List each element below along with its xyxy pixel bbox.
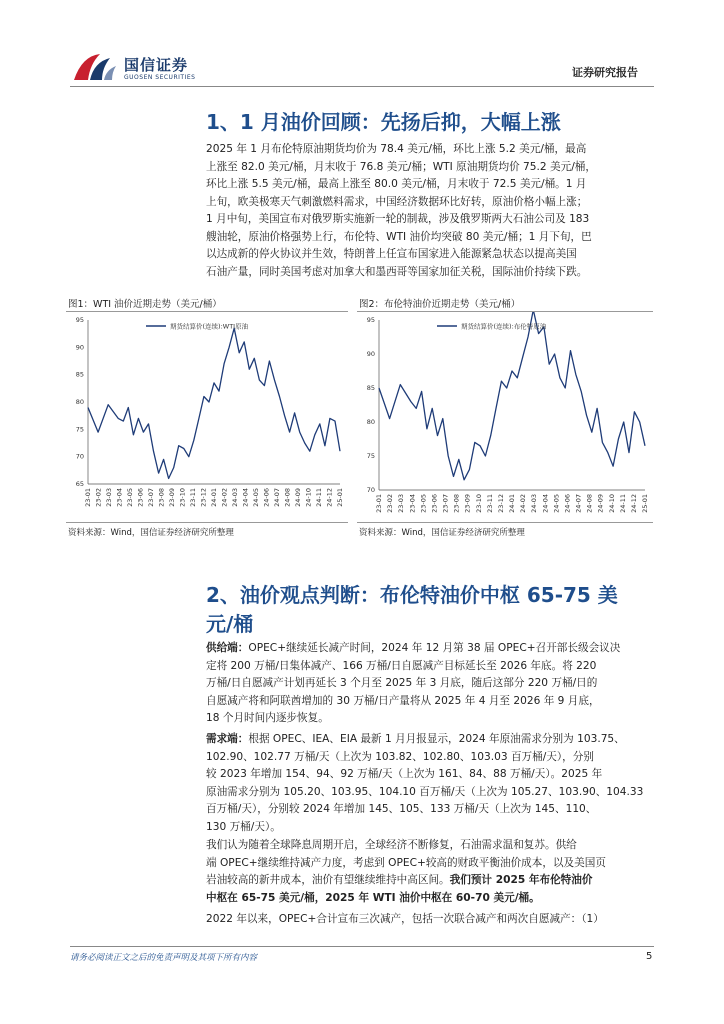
body-line [206, 731, 656, 749]
x-tick-label: 23-06 [136, 488, 145, 507]
x-tick-label: 24-02 [220, 488, 229, 507]
legend-label: 期货结算价(连续):WTI原油 [170, 322, 249, 331]
x-tick-label: 23-04 [115, 488, 124, 507]
x-tick-label: 23-09 [168, 488, 176, 507]
wti-price-chart [66, 312, 348, 522]
x-tick-label: 24-04 [541, 494, 550, 513]
x-tick-label: 23-07 [147, 488, 155, 507]
para-text: 岩油较高的新井成本，油价有望继续维持中高区间。 [206, 874, 450, 886]
y-tick-label: 90 [75, 343, 84, 352]
header-rule [70, 86, 654, 87]
x-tick-label: 23-03 [105, 488, 113, 507]
body-line: 以达成新的停火协议并生效，特朗普上任宣布国家进入能源紧急状态以提高美国 [206, 248, 577, 260]
y-tick-label: 95 [366, 316, 375, 324]
para-label: 供给端： [206, 642, 249, 654]
x-tick-label: 24-09 [596, 494, 605, 513]
legend-label: 期货结算价(连续):布伦特原油 [461, 322, 547, 331]
body-line: 自愿减产将和阿联酋增加的 30 万桶/日产量将从 2025 年 4 月至 2026 年 9 月底， [206, 694, 600, 707]
body-line [206, 640, 656, 658]
y-tick-label: 85 [366, 384, 375, 392]
x-tick-label: 23-03 [397, 494, 406, 513]
key-conclusion: 中枢在 65-75 美元/桶，2025 年 WTI 油价中枢在 60-70 美元/桶。 [206, 891, 540, 904]
x-tick-label: 23-01 [375, 494, 383, 513]
body-line: 1 月中旬，美国宣布对俄罗斯实施新一轮的制裁，涉及俄罗斯两大石油公司及 183 [206, 213, 590, 225]
body-line: 较 2023 年增加 154、94、92 万桶/天（上次为 161、84、88 万桶/天）。2025 年 [206, 768, 603, 780]
x-tick-label: 23-02 [386, 494, 395, 513]
series-line [88, 328, 340, 478]
y-tick-label: 85 [75, 370, 84, 379]
y-tick-label: 70 [75, 452, 84, 461]
x-tick-label: 24-10 [607, 494, 616, 513]
x-tick-label: 24-07 [574, 494, 583, 513]
body-line: 环比上涨 5.5 美元/桶，最高上涨至 80.0 美元/桶，月末收于 72.5 美元/桶。1 月 [206, 178, 587, 190]
x-tick-label: 24-11 [315, 488, 323, 507]
body-line: 上旬，欧美极寒天气刺激燃料需求，中国经济数据环比好转，原油价格小幅上涨； [206, 195, 588, 208]
x-tick-label: 23-12 [199, 488, 208, 507]
body-line: 原油需求分别为 105.20、103.95、104.10 百万桶/天（上次为 105.27、103.90、104.33 [206, 785, 644, 798]
body-line: 石油产量，同时美国考虑对加拿大和墨西哥等国家加征关税，国际油价持续下跌。 [206, 265, 588, 278]
body-line: 102.90、102.77 万桶/天（上次为 103.82、102.80、103.03 百万桶/天），分别 [206, 750, 594, 763]
x-tick-label: 24-04 [241, 488, 250, 507]
body-line [206, 872, 656, 890]
y-tick-label: 75 [75, 425, 84, 434]
figure1-source: 资料来源：Wind，国信证券经济研究所整理 [68, 528, 234, 538]
x-tick-label: 24-08 [585, 494, 594, 513]
x-tick-label: 24-11 [618, 494, 627, 513]
y-tick-label: 80 [366, 418, 375, 426]
supply-paragraph [206, 640, 656, 728]
x-tick-label: 24-10 [304, 488, 313, 507]
x-tick-label: 23-12 [496, 494, 505, 513]
x-tick-label: 24-02 [519, 494, 528, 513]
page-number: 5 [646, 951, 653, 962]
view-paragraph [206, 837, 656, 907]
section1-body [206, 141, 656, 281]
y-tick-label: 90 [366, 350, 375, 358]
x-tick-label: 23-08 [452, 494, 461, 513]
x-tick-label: 25-01 [336, 488, 344, 507]
figure1-title: 图1：WTI 油价近期走势（美元/桶） [68, 299, 222, 310]
x-tick-label: 23-05 [419, 494, 428, 513]
x-tick-label: 24-06 [563, 494, 572, 513]
para-text: OPEC+继续延长减产时间，2024 年 12 月第 38 届 OPEC+召开部长级会议决 [248, 642, 621, 654]
body-line: 定将 200 万桶/日集体减产、166 万桶/日自愿减产目标延长至 2026 年底。将 220 [206, 659, 597, 672]
x-tick-label: 24-12 [325, 488, 334, 507]
body-line: 端 OPEC+继续维持减产力度，考虑到 OPEC+较高的财政平衡油价成本，以及美国页 [206, 856, 606, 869]
body-line: 万桶/日自愿减产计划再延长 3 个月至 2025 年 3 月底，随后这部分 220 万桶/日的 [206, 677, 598, 689]
body-line: 上涨至 82.0 美元/桶，月末收于 76.8 美元/桶；WTI 原油期货均价 75.2 美元/桶， [206, 160, 596, 173]
x-tick-label: 23-05 [126, 488, 134, 507]
y-tick-label: 75 [366, 452, 375, 460]
x-tick-label: 23-01 [84, 488, 92, 507]
para-label: 需求端： [206, 733, 249, 745]
key-conclusion: 我们预计 2025 年布伦特油价 [449, 874, 593, 886]
figure2-frame [357, 311, 653, 523]
x-tick-label: 24-05 [552, 494, 561, 513]
section2-title-line1: 2、油价观点判断：布伦特油价中枢 65-75 美 [206, 583, 618, 607]
x-tick-label: 23-04 [408, 494, 417, 513]
y-tick-label: 95 [75, 316, 84, 324]
x-tick-label: 23-09 [463, 494, 472, 513]
figure1-frame [66, 311, 348, 523]
y-tick-label: 80 [75, 398, 84, 406]
body-line: 2025 年 1 月布伦特原油期货均价为 78.4 美元/桶，环比上涨 5.2 美元/桶，最高 [206, 143, 587, 155]
report-type: 证券研究报告 [572, 66, 638, 79]
x-tick-label: 23-02 [94, 488, 103, 507]
last-line: 2022 年以来，OPEC+合计宣布三次减产，包括一次联合减产和两次自愿减产：（1） [206, 913, 604, 925]
logo-cn: 国信证券 [124, 56, 189, 74]
x-tick-label: 23-06 [430, 494, 439, 513]
x-tick-label: 24-12 [629, 494, 638, 513]
body-line: 我们认为随着全球降息周期开启，全球经济不断修复，石油需求温和复苏。供给 [206, 839, 577, 851]
x-tick-label: 23-10 [178, 488, 187, 507]
body-line: 艘油轮，原油价格强势上行，布伦特、WTI 油价均突破 80 美元/桶；1 月下旬，巴 [206, 230, 592, 243]
header [0, 0, 724, 90]
body-line: 18 个月时间内逐步恢复。 [206, 712, 329, 724]
y-tick-label: 65 [75, 480, 84, 488]
x-tick-label: 24-01 [508, 494, 516, 513]
x-tick-label: 23-11 [485, 494, 494, 513]
logo-en: GUOSEN SECURITIES [124, 74, 196, 81]
figure2-title: 图2：布伦特油价近期走势（美元/桶） [359, 299, 521, 310]
footer-rule [70, 946, 654, 947]
section1-title: 1、1 月油价回顾：先扬后抑，大幅上涨 [206, 110, 561, 134]
series-line [379, 312, 645, 480]
x-tick-label: 24-09 [294, 488, 302, 507]
section2-title-line2: 元/桶 [206, 612, 254, 636]
footer-disclaimer: 请务必阅读正文之后的免责声明及其项下所有内容 [70, 953, 258, 963]
x-tick-label: 24-01 [210, 488, 218, 507]
figure2-source: 资料来源：Wind，国信证券经济研究所整理 [359, 528, 525, 538]
demand-paragraph [206, 731, 656, 836]
x-tick-label: 24-03 [530, 494, 539, 513]
x-tick-label: 24-05 [252, 488, 260, 507]
x-tick-label: 24-07 [273, 488, 281, 507]
body-line: 130 万桶/天）。 [206, 820, 281, 833]
para-text: 根据 OPEC、IEA、EIA 最新 1 月月报显示，2024 年原油需求分别为 103.75、 [248, 733, 625, 745]
body-line: 百万桶/天），分别较 2024 年增加 145、105、133 万桶/天（上次为 145、110、 [206, 803, 597, 815]
x-tick-label: 23-10 [474, 494, 483, 513]
x-tick-label: 25-01 [641, 494, 649, 513]
x-tick-label: 23-07 [441, 494, 450, 513]
x-tick-label: 23-08 [157, 488, 166, 507]
x-tick-label: 24-08 [283, 488, 292, 507]
y-tick-label: 70 [366, 486, 375, 494]
guosen-logo-icon [70, 50, 120, 84]
x-tick-label: 23-11 [189, 488, 197, 507]
x-tick-label: 24-06 [262, 488, 271, 507]
brent-price-chart [357, 312, 653, 522]
x-tick-label: 24-03 [231, 488, 239, 507]
